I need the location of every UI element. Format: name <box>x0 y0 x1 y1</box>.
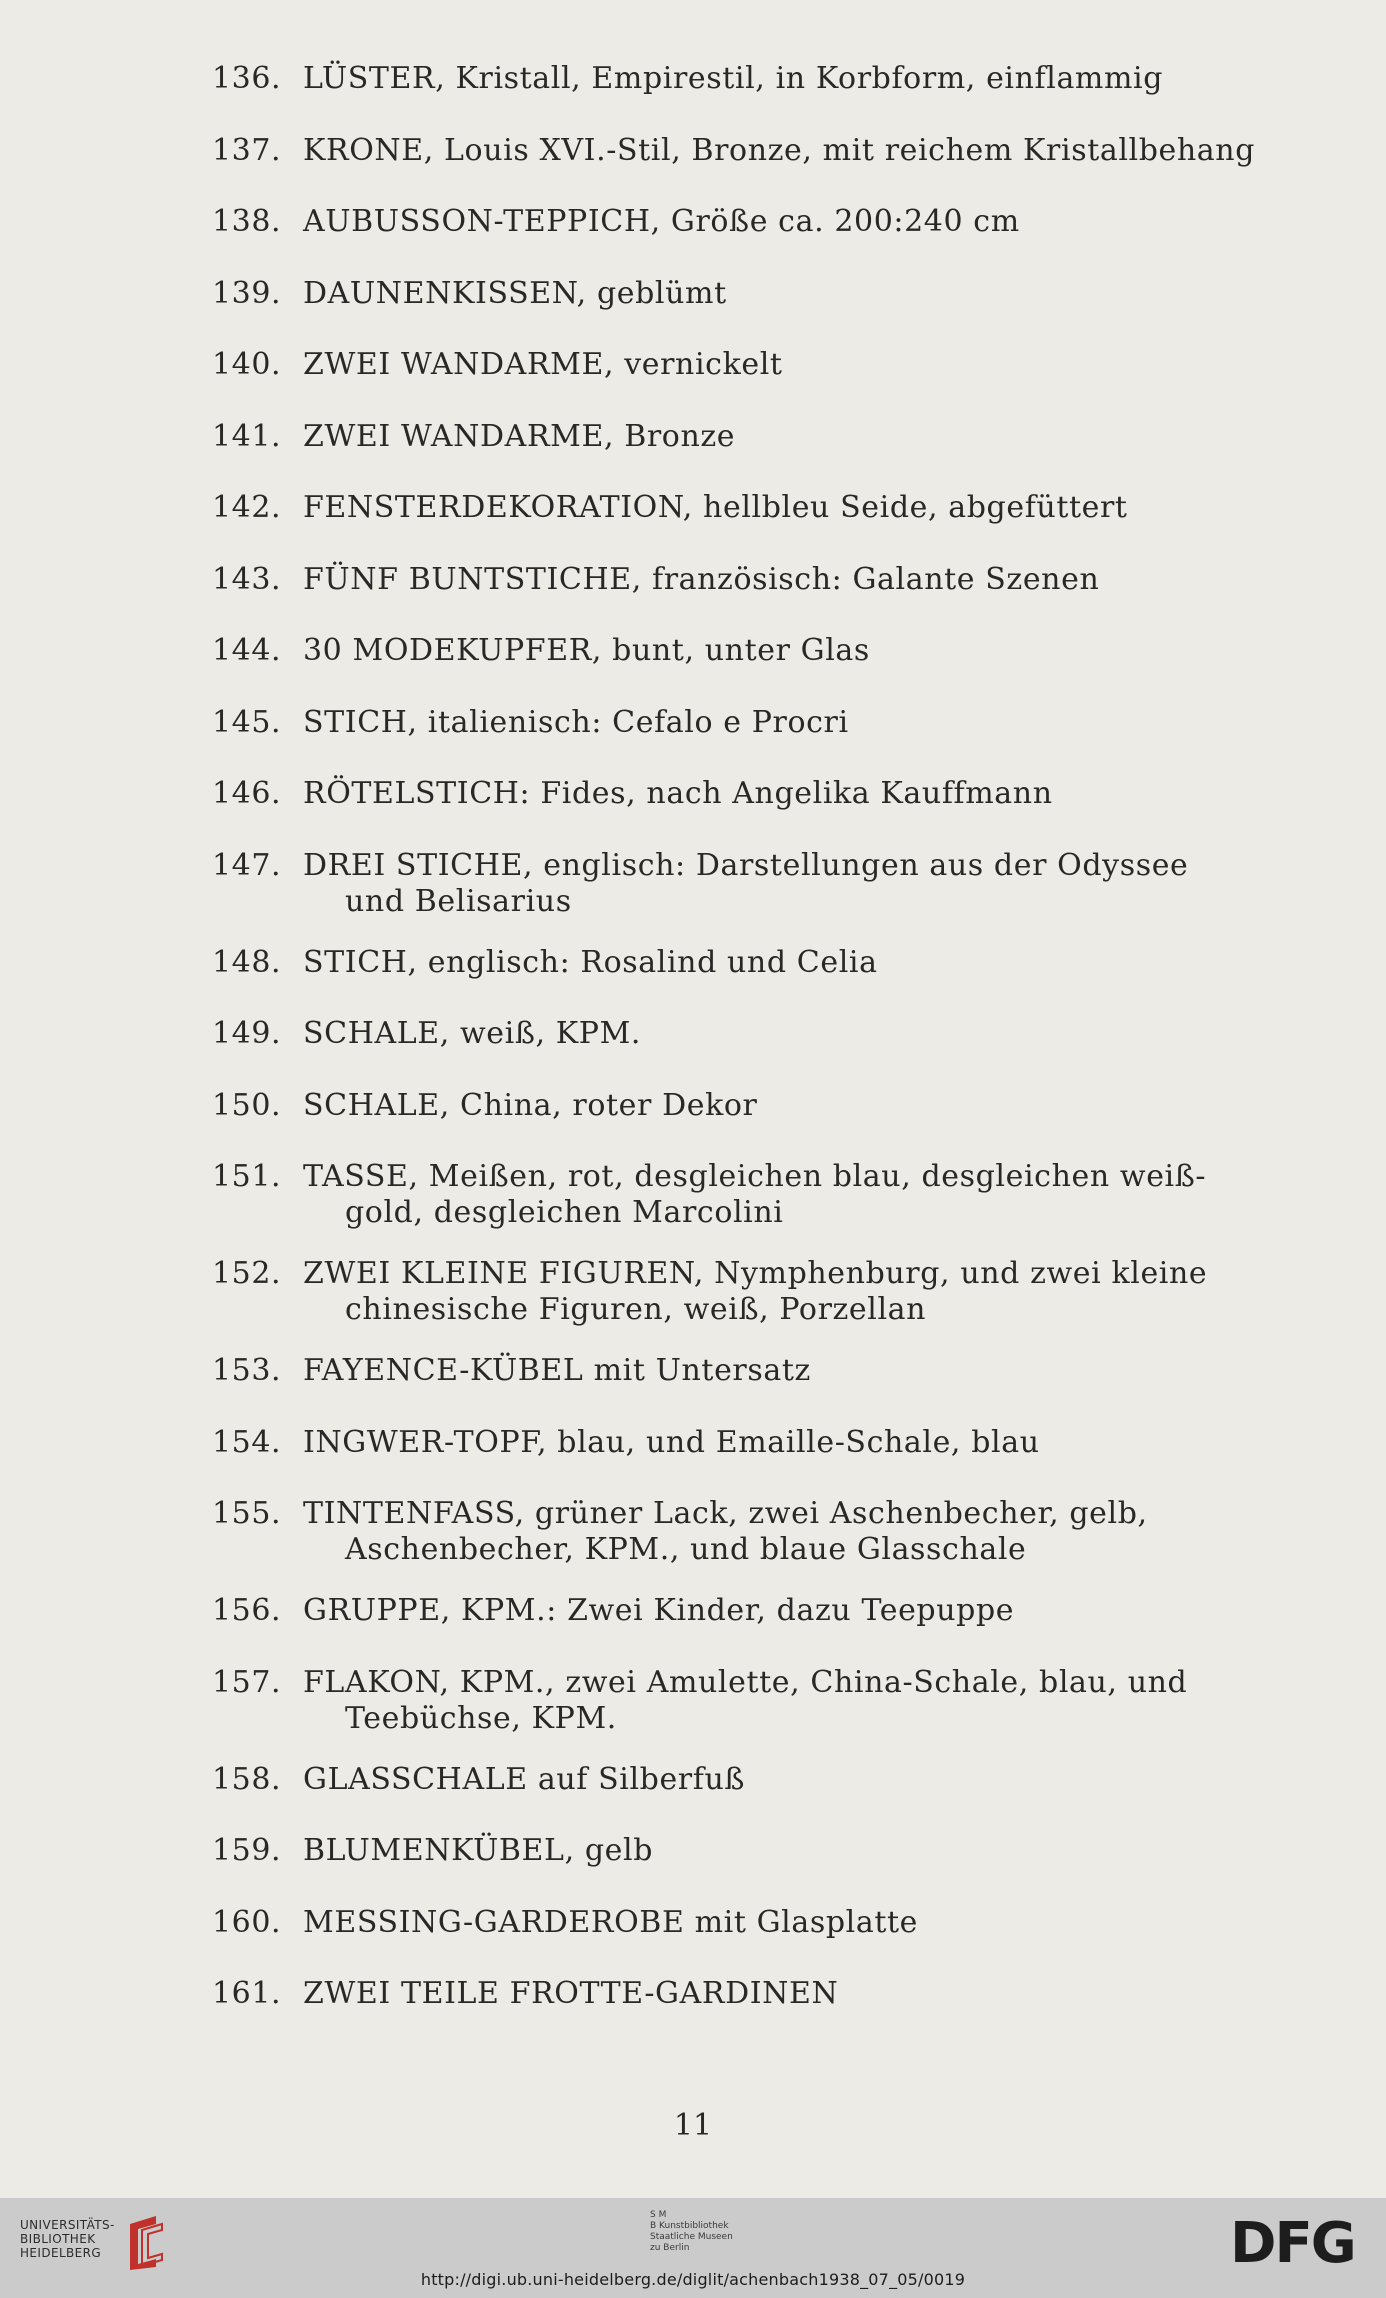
entry-description: DREI STICHE, englisch: Darstellungen aus der Odyssee <box>303 847 1189 883</box>
entry-description: TASSE, Meißen, rot, desgleichen blau, desgleichen weiß- <box>303 1159 1207 1194</box>
entry-number: 143. <box>212 561 282 597</box>
stamp-line-1: S M <box>650 2210 667 2220</box>
entry-number: 153. <box>212 1353 282 1388</box>
stamp-line-4: zu Berlin <box>650 2243 690 2253</box>
entry-number: 137. <box>212 132 282 168</box>
entry-description-continued: Aschenbecher, KPM., und blaue Glasschale <box>345 1532 1027 1567</box>
library-line-1: UNIVERSITÄTS- <box>20 2218 115 2232</box>
entry-description: RÖTELSTICH: Fides, nach Angelika Kauffmann <box>303 776 1053 811</box>
entry-description: AUBUSSON-TEPPICH, Größe ca. 200:240 cm <box>303 204 1020 239</box>
entry-description-continued: gold, desgleichen Marcolini <box>345 1195 784 1230</box>
library-line-2: BIBLIOTHEK <box>20 2232 96 2246</box>
entry-description: MESSING-GARDEROBE mit Glasplatte <box>303 1904 919 1940</box>
entry-number: 141. <box>212 418 282 454</box>
library-logo-text <box>20 2218 115 2260</box>
entry-description-continued: Teebüchse, KPM. <box>345 1700 617 1736</box>
dfg-logo <box>1230 2212 1370 2270</box>
entry-description: KRONE, Louis XVI.-Stil, Bronze, mit reichem Kristallbehang <box>303 132 1256 168</box>
entry-description: 30 MODEKUPFER, bunt, unter Glas <box>303 633 870 668</box>
entry-number: 158. <box>212 1761 282 1797</box>
entry-number: 140. <box>212 347 282 382</box>
entry-number: 151. <box>212 1159 282 1194</box>
entry-number: 157. <box>212 1664 282 1700</box>
entry-description: SCHALE, China, roter Dekor <box>303 1087 758 1123</box>
stamp-line-3: Staatliche Museen <box>650 2232 733 2242</box>
entry-description: GLASSCHALE auf Silberfuß <box>303 1761 746 1797</box>
entry-number: 152. <box>212 1256 282 1291</box>
stamp-line-2: B Kunstbibliothek <box>650 2221 729 2231</box>
entry-description: SCHALE, weiß, KPM. <box>303 1016 642 1051</box>
entry-number: 161. <box>212 1976 282 2011</box>
entry-description-continued: chinesische Figuren, weiß, Porzellan <box>345 1292 927 1327</box>
entry-description: ZWEI WANDARME, Bronze <box>303 418 736 454</box>
source-url-link[interactable]: http://digi.ub.uni-heidelberg.de/diglit/achenbach1938_07_05/0019 <box>420 2270 966 2289</box>
entry-description: ZWEI WANDARME, vernickelt <box>303 347 783 382</box>
entry-description: FENSTERDEKORATION, hellbleu Seide, abgefüttert <box>303 490 1128 525</box>
entry-number: 138. <box>212 204 282 239</box>
entry-description: ZWEI TEILE FROTTE-GARDINEN <box>303 1976 839 2011</box>
entry-number: 136. <box>212 61 282 96</box>
entry-number: 148. <box>212 944 282 980</box>
entry-number: 150. <box>212 1087 282 1123</box>
entry-description: FÜNF BUNTSTICHE, französisch: Galante Szenen <box>303 561 1100 597</box>
entry-number: 142. <box>212 490 282 525</box>
entry-description: FAYENCE-KÜBEL mit Untersatz <box>303 1353 811 1388</box>
entry-description: INGWER-TOPF, blau, und Emaille-Schale, blau <box>303 1424 1040 1460</box>
entry-description: FLAKON, KPM., zwei Amulette, China-Schale, blau, und <box>303 1664 1188 1700</box>
page-number: 11 <box>673 2108 713 2143</box>
entry-description: BLUMENKÜBEL, gelb <box>303 1833 653 1868</box>
entry-description: ZWEI KLEINE FIGUREN, Nymphenburg, und zwei kleine <box>303 1256 1208 1291</box>
entry-description: GRUPPE, KPM.: Zwei Kinder, dazu Teepuppe <box>303 1593 1015 1628</box>
library-line-3: HEIDELBERG <box>20 2246 102 2260</box>
entry-number: 154. <box>212 1424 282 1460</box>
entry-description: TINTENFASS, grüner Lack, zwei Aschenbecher, gelb, <box>303 1496 1148 1531</box>
entry-number: 146. <box>212 776 282 811</box>
entry-description: STICH, englisch: Rosalind und Celia <box>303 944 878 980</box>
entry-number: 139. <box>212 275 282 311</box>
entry-number: 156. <box>212 1593 282 1628</box>
entry-description: DAUNENKISSEN, geblümt <box>303 275 727 311</box>
entry-description: STICH, italienisch: Cefalo e Procri <box>303 704 849 740</box>
entry-number: 149. <box>212 1016 282 1051</box>
museum-stamp <box>650 2210 733 2254</box>
entry-number: 160. <box>212 1904 282 1940</box>
dfg-logo-text: DFG <box>1230 2212 1355 2270</box>
entry-number: 145. <box>212 704 282 740</box>
entry-description-continued: und Belisarius <box>345 883 572 919</box>
entry-number: 159. <box>212 1833 282 1868</box>
entry-number: 147. <box>212 847 282 883</box>
library-logo-icon <box>126 2214 166 2270</box>
entry-description: LÜSTER, Kristall, Empirestil, in Korbform, einflammig <box>303 61 1164 96</box>
entry-number: 155. <box>212 1496 282 1531</box>
entry-number: 144. <box>212 633 282 668</box>
